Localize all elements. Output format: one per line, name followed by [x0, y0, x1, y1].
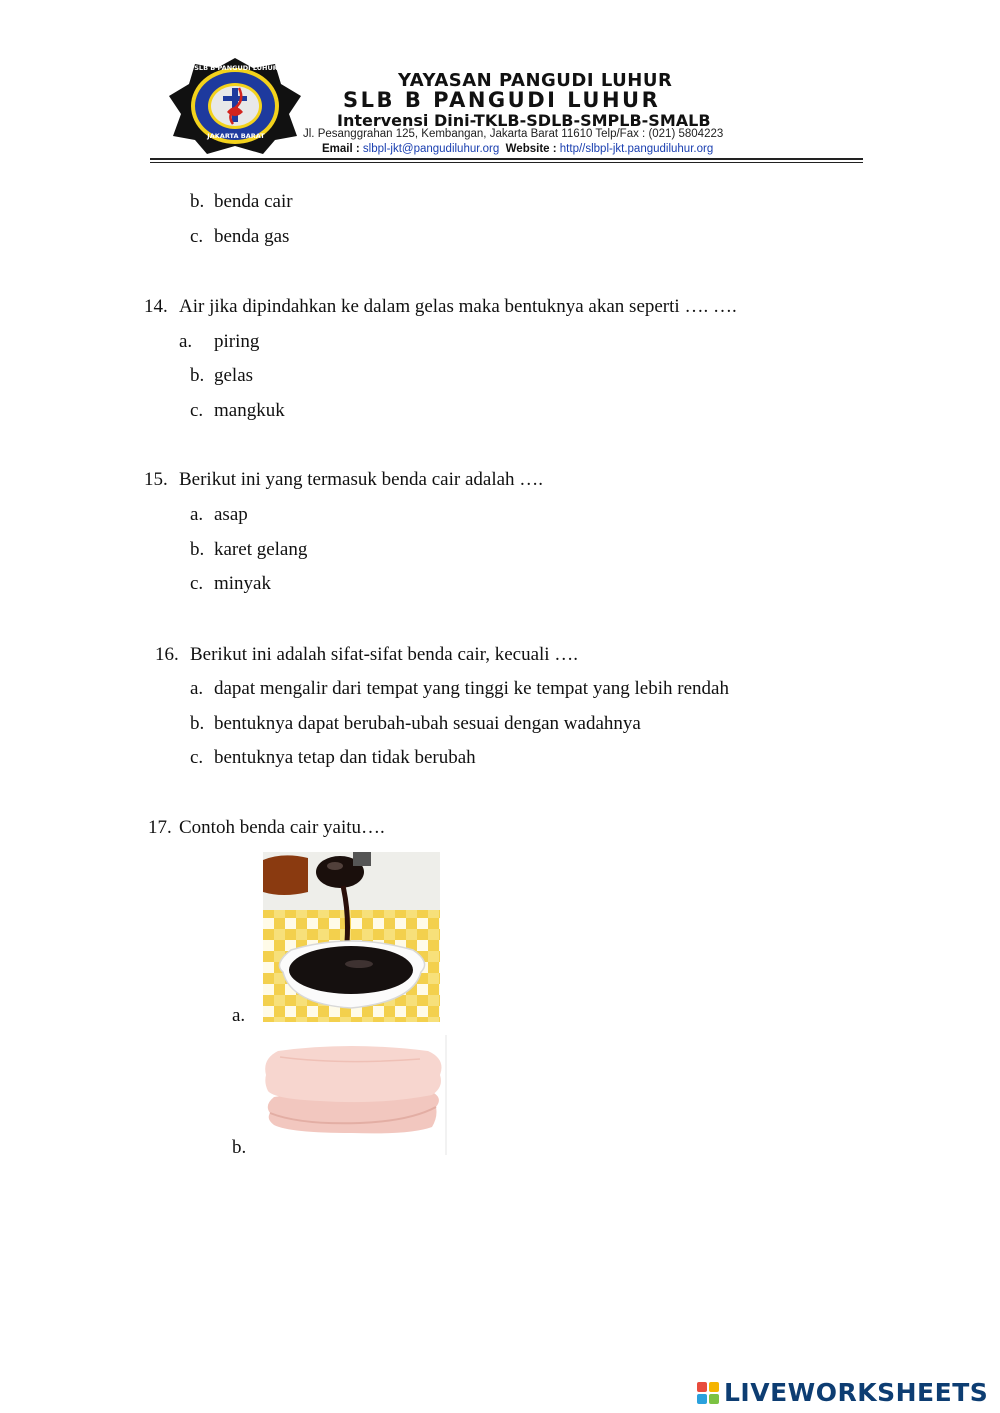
option-text: dapat mengalir dari tempat yang tinggi ke tempat yang lebih rendah — [214, 678, 729, 699]
question-text: Berikut ini yang termasuk benda cair adalah …. — [179, 469, 544, 490]
option-text: piring — [214, 331, 260, 352]
website-link[interactable]: http//slbpl-jkt.pangudiluhur.org — [559, 143, 714, 155]
header-divider-thin — [150, 162, 863, 163]
option-text: karet gelang — [214, 539, 308, 560]
school-programs: Intervensi Dini-TKLB-SDLB-SMPLB-SMALB — [337, 111, 711, 130]
option-letter: c. — [190, 400, 204, 421]
liveworksheets-logo-icon — [697, 1382, 719, 1406]
option-letter: b. — [190, 539, 205, 560]
option-letter: c. — [190, 573, 204, 594]
option-letter: a. — [190, 504, 204, 525]
option-text: bentuknya tetap dan tidak berubah — [214, 747, 476, 768]
option-letter: b. — [190, 191, 205, 212]
school-name: SLB B PANGUDI LUHUR — [343, 88, 661, 112]
logo-text-bottom: JAKARTA BARAT — [207, 132, 265, 140]
option-text: mangkuk — [214, 400, 285, 421]
school-address: Jl. Pesanggrahan 125, Kembangan, Jakarta Barat 11610 Telp/Fax : (021) 5804223 — [303, 128, 724, 140]
option-text: gelas — [214, 365, 254, 386]
email-link[interactable]: slbpl-jkt@pangudiluhur.org — [362, 143, 500, 155]
option-letter: a. — [232, 1005, 246, 1026]
school-contact — [322, 143, 713, 155]
option-letter: b. — [190, 365, 205, 386]
option-text: benda gas — [214, 226, 290, 247]
option-text: bentuknya dapat berubah-ubah sesuai dengan wadahnya — [214, 713, 641, 734]
liveworksheets-watermark[interactable]: LIVEWORKSHEETS — [724, 1378, 989, 1407]
soy-sauce-bowl-image — [263, 852, 440, 1022]
option-text: asap — [214, 504, 248, 525]
question-number: 14. — [144, 296, 168, 317]
option-letter: a. — [179, 331, 193, 352]
website-label: Website : — [505, 143, 557, 155]
question-text: Air jika dipindahkan ke dalam gelas maka bentuknya akan seperti …. …. — [179, 296, 737, 317]
email-label: Email : — [322, 143, 360, 155]
option-letter: c. — [190, 747, 204, 768]
question-number: 15. — [144, 469, 168, 490]
question-number: 16. — [155, 644, 179, 665]
question-text: Contoh benda cair yaitu…. — [179, 817, 385, 838]
option-letter: c. — [190, 226, 204, 247]
header-divider — [150, 158, 863, 160]
option-letter: a. — [190, 678, 204, 699]
option-text: minyak — [214, 573, 271, 594]
option-text: benda cair — [214, 191, 293, 212]
option-letter: b. — [190, 713, 205, 734]
question-number: 17. — [148, 817, 172, 838]
logo-text-top: SLB B PANGUDI LUHUR — [194, 64, 278, 72]
pillows-image — [260, 1035, 448, 1155]
option-letter: b. — [232, 1137, 247, 1158]
question-text: Berikut ini adalah sifat-sifat benda cair, kecuali …. — [190, 644, 579, 665]
foundation-name: YAYASAN PANGUDI LUHUR — [398, 70, 673, 91]
